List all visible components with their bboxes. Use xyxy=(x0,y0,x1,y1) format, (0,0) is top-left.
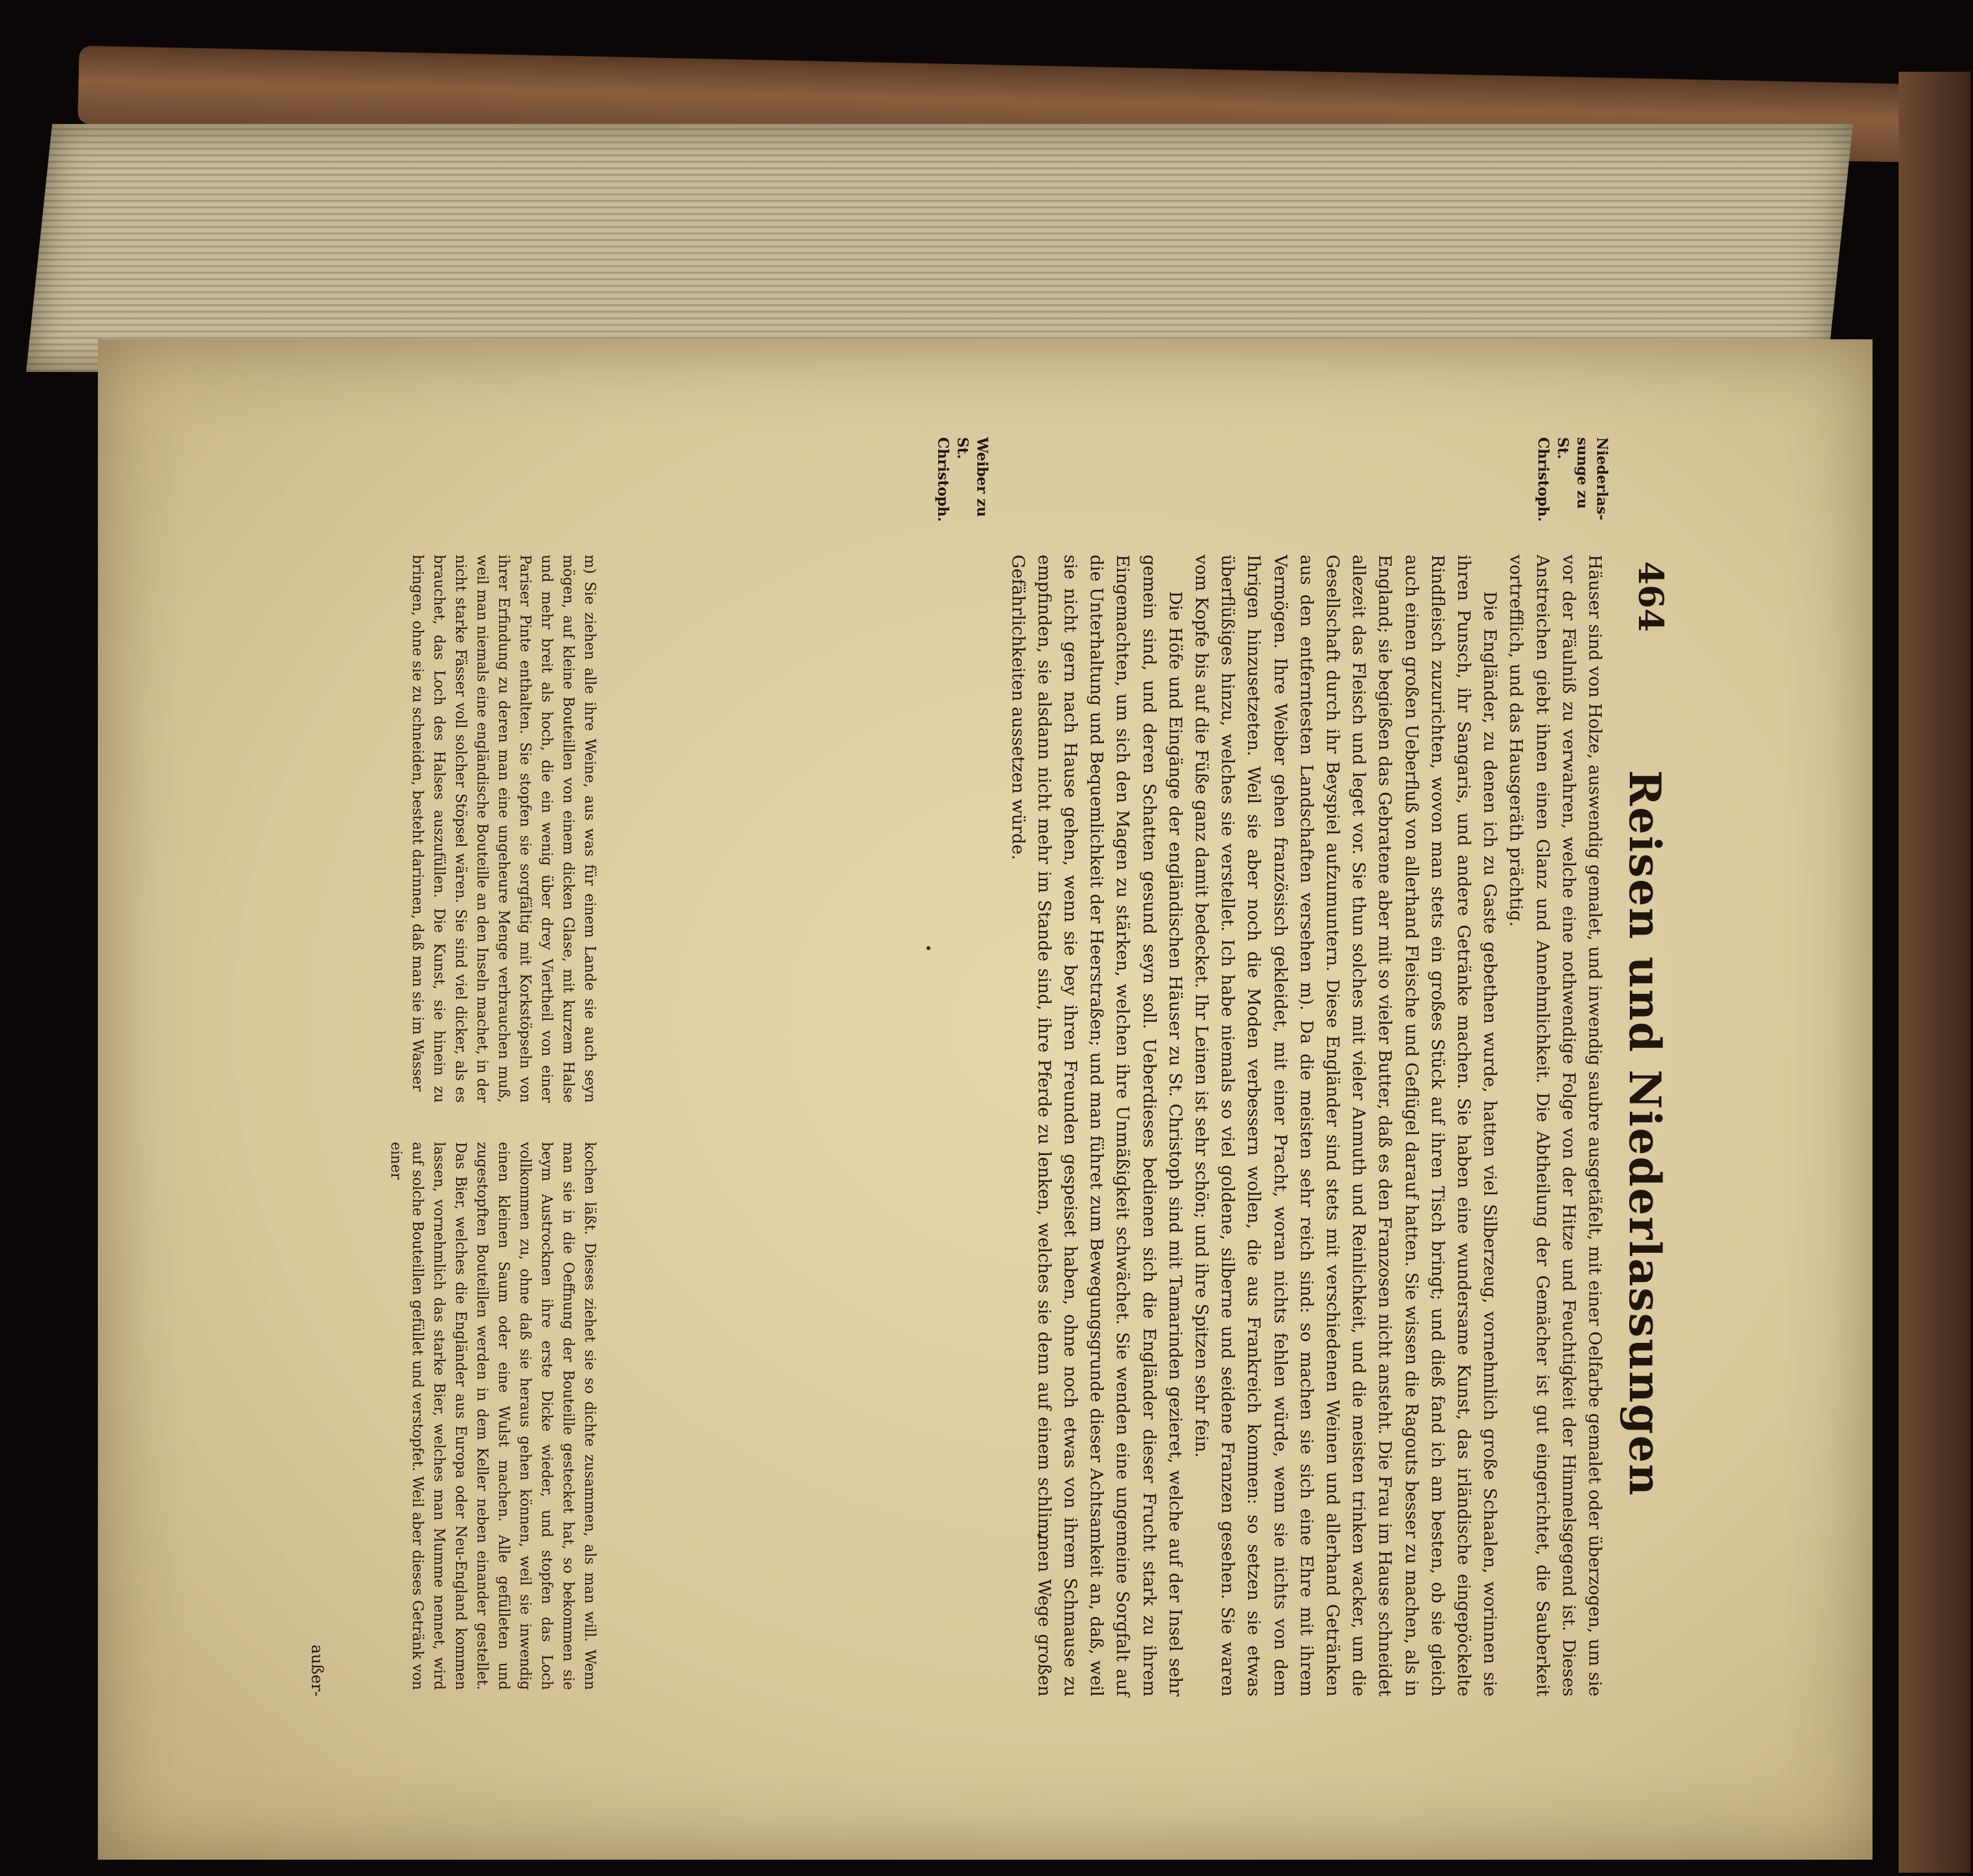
main-text xyxy=(1004,555,1608,1697)
paragraph: Die Engländer, zu denen ich zu Gaste gebethen wurde, hatten viel Silberzeug, vornehmlich große Schaalen, worinnen sie ihren Punsch, ihr Sangaris, und andere Getränke machen. Sie haben eine wundersame Kunst, das irländische eingepöckelte Rindfleisch zuzurichten, wovon man stets ein großes Stück auf ihren Tisch bringt; und dieß fand ich am besten, ob sie gleich auch einen großen Ueberfluß von allerhand Fleische und Geflügel darauf hatten. Sie wissen die Ragouts besser zu machen, als in England; sie begießen das Gebratene aber mit so vieler Butter, daß es den Franzosen nicht ansteht. Die Frau im Hause schneidet allezeit das Fleisch und leget vor. Sie thun solches mit vieler Anmuth und Reinlichkeit, und die meisten trinken wacker, um die Gesellschaft durch ihr Beyspiel aufzumuntern. Diese Engländer sind stets mit verschiedenen Weinen und allerhand Getränken aus den entferntesten Landschaften versehen m). Da die meisten sehr reich sind: so machen sie sich eine Ehre mit ihrem Vermögen. Ihre Weiber gehen französisch gekleidet, mit einer Pracht, woran nichts fehlen würde, wenn sie nichts von dem Ihrigen hinzusetzeten. Weil sie aber noch die Moden verbessern wollen, die aus Frankreich kommen: so setzen sie etwas überflüßiges hinzu, welches sie verstellet. Ich habe niemals so viel goldene, silberne und seidene Franzen gesehen. Sie waren vom Kopfe bis auf die Füße ganz damit bedecket. Ihr Leinen ist sehr schön; und ihre Spitzen sehr fein. xyxy=(1191,555,1501,1697)
page-block-edge xyxy=(26,124,1853,372)
footnote-m xyxy=(385,555,600,1697)
footnote-column-left: m) Sie ziehen alle ihre Weine, aus was für einem Lande sie auch seyn mögen, auf kleine Bouteillen von einem dicken Glase, mit kurzem Halse und mehr breit als hoch, die ein wenig über drey Viertheil von einer Pariser Pinte enthalten. Sie stopfen sie sorgfältig mit Korkstöpseln von ihrer Erfindung zu deren man eine ungeheure Menge verbrauchen muß, weil man niemals eine engländische Bouteille an den Inseln machet, in der nicht starke Fässer voll solcher Stöpsel wären. Sie sind viel dicker, als es brauchet, das Loch des Halses auszufüllen. Die Kunst, sie hinein zu bringen, ohne sie zu schneiden, besteht darinnen, daß man sie im Wasser xyxy=(409,555,598,1103)
rotated-text-frame xyxy=(274,437,1670,1697)
sidenote-women xyxy=(933,437,992,535)
page-text xyxy=(274,437,1670,1697)
sidenote-line: Christoph. xyxy=(934,437,951,522)
catchword: außer- xyxy=(308,1644,326,1697)
sidenote-settlements xyxy=(1533,437,1612,535)
sidenote-line: Weiber zu St. xyxy=(954,437,990,517)
page-number: 464 xyxy=(1630,561,1670,632)
book-cover-edge xyxy=(1899,72,1970,1873)
sidenote-line: sunge zu St. xyxy=(1554,437,1591,509)
paragraph: Häuser sind von Holze, auswendig gemalet, und inwendig saubre ausgetäfelt, mit einer Oelfarbe gemalet oder überzogen, um sie vor der Fäulniß zu verwahren, welche eine nothwendige Folge von der Hitze und Feuchtigkeit der Himmelsgegend ist. Dieses Anstreichen giebt ihnen einen Glanz und Annehmlichkeit. Die Abtheilung der Gemächer ist gut eingerichtet, die Sauberkeit vortrefflich, und das Hausgeräth prächtig. xyxy=(1506,555,1605,1697)
paragraph: Die Höfe und Eingänge der engländischen Häuser zu St. Christoph sind mit Tamarinden gezieret, welche auf der Insel sehr gemein sind, und deren Schatten gesund seyn soll. Ueberdieses bedienen sich die Engländer dieser Frucht stark zu ihrem Eingemachten, um sich den Magen zu stärken, welchen ihre Unmäßigkeit schwächet. Sie wenden eine ungemeine Sorgfalt auf die Unterhaltung und Bequemlichkeit der Heerstraßen; und man führet zum Bewegungsgrunde dieser Achtsamkeit an, daß, weil sie nicht gern nach Hause gehen, wenn sie bey ihren Freunden gespeiset haben, ohne noch etwas von ihrem Schmause zu empfinden, sie alsdann nicht mehr im Stande sind, ihre Pferde zu lenken, welches sie denn auf einem schlimmen Wege großen Gefährlichkeiten aussetzen würde. xyxy=(1007,555,1185,1697)
sidenote-line: Christoph. xyxy=(1535,437,1552,522)
sidenote-line: Niederlas- xyxy=(1593,437,1610,521)
footnote-column-right: kochen läßt. Dieses ziehet sie so dichte zusammen, als man will. Wenn man sie in die Oeffnung der Bouteille gestecket hat, so bekommen sie beym Austrocknen ihre erste Dicke wieder, und stopfen das Loch vollkommen zu, ohne daß sie heraus gehen können, weil sie inwendig einen kleinen Saum oder eine Wulst machen. Alle gefülleten und zugestopften Bouteillen werden in dem Keller neben einander gestellet. Das Bier, welches die Engländer aus Europa oder Neu-England kommen lassen, vornehmlich das starke Bier, welches man Mumme nennet, wird auf solche Bouteillen gefüllet und verstopfet. Weil aber dieses Getränk von einer xyxy=(388,1142,598,1690)
running-head: Reisen und Niederlassungen xyxy=(1619,770,1670,1497)
margin-notes xyxy=(861,437,1612,535)
